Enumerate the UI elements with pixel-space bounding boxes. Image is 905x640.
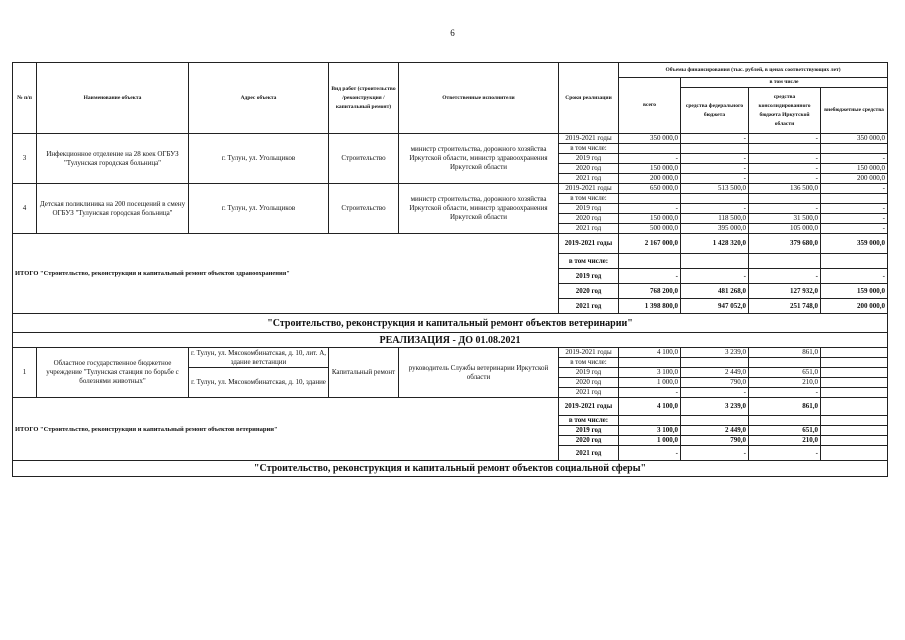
header-federal: средства федерального бюджета	[681, 88, 749, 134]
object-work-type: Капитальный ремонт	[329, 348, 399, 398]
federal-cell: 395 000,0	[681, 224, 749, 234]
section-title-social: "Строительство, реконструкция и капитальный ремонт объектов социальной сферы"	[13, 461, 888, 477]
total-cell: -	[619, 154, 681, 164]
extrabudget-cell	[821, 254, 888, 269]
total-cell: 650 000,0	[619, 184, 681, 194]
period-cell: 2020 год	[559, 164, 619, 174]
extrabudget-cell: 200 000,0	[821, 299, 888, 314]
total-cell: -	[619, 269, 681, 284]
period-cell: 2019 год	[559, 154, 619, 164]
period-cell: 2019 год	[559, 204, 619, 214]
period-cell: 2019 год	[559, 269, 619, 284]
total-cell: 3 100,0	[619, 426, 681, 436]
period-cell: в том числе:	[559, 254, 619, 269]
total-cell: 1 000,0	[619, 436, 681, 446]
regional-cell: 861,0	[749, 348, 821, 358]
regional-cell: 210,0	[749, 378, 821, 388]
total-cell: 4 100,0	[619, 348, 681, 358]
regional-cell: -	[749, 174, 821, 184]
extrabudget-cell	[821, 368, 888, 378]
extrabudget-cell	[821, 398, 888, 416]
federal-cell	[681, 194, 749, 204]
period-cell: 2021 год	[559, 299, 619, 314]
extrabudget-cell: -	[821, 154, 888, 164]
federal-cell	[681, 144, 749, 154]
period-cell: 2021 год	[559, 446, 619, 461]
object-address: г. Тулун, ул. Угольщиков	[189, 134, 329, 184]
header-work-type: Вид работ (строительство /реконструкция /капитальный ремонт)	[329, 63, 399, 134]
realization-deadline: РЕАЛИЗАЦИЯ - ДО 01.08.2021	[13, 333, 888, 348]
extrabudget-cell	[821, 358, 888, 368]
total-cell: 1 398 800,0	[619, 299, 681, 314]
period-cell: 2019 год	[559, 368, 619, 378]
page-number: 6	[450, 28, 455, 38]
total-cell: -	[619, 446, 681, 461]
regional-cell	[749, 254, 821, 269]
period-cell: 2020 год	[559, 436, 619, 446]
period-cell: 2019-2021 годы	[559, 134, 619, 144]
federal-cell: 947 052,0	[681, 299, 749, 314]
federal-cell: 790,0	[681, 378, 749, 388]
total-cell	[619, 416, 681, 426]
total-cell: 3 100,0	[619, 368, 681, 378]
regional-cell: 861,0	[749, 398, 821, 416]
federal-cell	[681, 358, 749, 368]
object-work-type: Строительство	[329, 184, 399, 234]
regional-cell	[749, 416, 821, 426]
total-cell	[619, 358, 681, 368]
regional-cell: 136 500,0	[749, 184, 821, 194]
object-num: 4	[13, 184, 37, 234]
extrabudget-cell	[821, 446, 888, 461]
regional-cell: 105 000,0	[749, 224, 821, 234]
object-address: г. Тулун, ул. Мясокомбинатская, д. 10, лит. А, здание ветстанции	[189, 348, 329, 368]
regional-cell	[749, 144, 821, 154]
period-cell: 2021 год	[559, 388, 619, 398]
regional-cell: -	[749, 154, 821, 164]
extrabudget-cell: 359 000,0	[821, 234, 888, 254]
period-cell: в том числе:	[559, 358, 619, 368]
extrabudget-cell: -	[821, 214, 888, 224]
total-cell: 2 167 000,0	[619, 234, 681, 254]
extrabudget-cell	[821, 436, 888, 446]
extrabudget-cell	[821, 348, 888, 358]
regional-cell: 651,0	[749, 426, 821, 436]
extrabudget-cell: 200 000,0	[821, 174, 888, 184]
header-name: Наименование объекта	[37, 63, 189, 134]
federal-cell: -	[681, 446, 749, 461]
regional-cell: -	[749, 134, 821, 144]
header-extrabudget: внебюджетные средства	[821, 88, 888, 134]
federal-cell	[681, 416, 749, 426]
federal-cell: 118 500,0	[681, 214, 749, 224]
section-row	[13, 333, 888, 348]
extrabudget-cell: -	[821, 269, 888, 284]
period-cell: 2020 год	[559, 284, 619, 299]
header-regional: средства консолидированного бюджета Иркутской области	[749, 88, 821, 134]
header-financing: Объемы финансирования (тыс. рублей, в ценах соответствующих лет)	[619, 63, 888, 78]
header-num: № п/п	[13, 63, 37, 134]
federal-cell: -	[681, 174, 749, 184]
extrabudget-cell: 159 000,0	[821, 284, 888, 299]
regional-cell: -	[749, 204, 821, 214]
extrabudget-cell	[821, 426, 888, 436]
table-row	[13, 134, 888, 144]
federal-cell: 3 239,0	[681, 398, 749, 416]
period-cell: в том числе:	[559, 416, 619, 426]
extrabudget-cell	[821, 194, 888, 204]
total-cell: 200 000,0	[619, 174, 681, 184]
object-responsible: руководитель Службы ветеринарии Иркутской области	[399, 348, 559, 398]
regional-cell	[749, 194, 821, 204]
total-cell: -	[619, 388, 681, 398]
federal-cell: -	[681, 388, 749, 398]
financing-table	[12, 62, 888, 477]
federal-cell: 790,0	[681, 436, 749, 446]
object-responsible: министр строительства, дорожного хозяйства Иркутской области, министр здравоохранения Иркутской области	[399, 134, 559, 184]
regional-cell: 651,0	[749, 368, 821, 378]
federal-cell: -	[681, 134, 749, 144]
regional-cell: 251 748,0	[749, 299, 821, 314]
section-row	[13, 461, 888, 477]
regional-cell: -	[749, 446, 821, 461]
federal-cell: -	[681, 164, 749, 174]
total-cell: 768 200,0	[619, 284, 681, 299]
object-name: Детская поликлиника на 200 посещений в смену ОГБУЗ "Тулунская городская больница"	[37, 184, 189, 234]
regional-cell: -	[749, 164, 821, 174]
header-total: всего	[619, 78, 681, 134]
federal-cell: 3 239,0	[681, 348, 749, 358]
itogo-row	[13, 234, 888, 254]
period-cell: 2019-2021 годы	[559, 398, 619, 416]
total-cell: 150 000,0	[619, 214, 681, 224]
federal-cell: -	[681, 204, 749, 214]
total-cell: 350 000,0	[619, 134, 681, 144]
total-cell: 1 000,0	[619, 378, 681, 388]
object-address: г. Тулун, ул. Мясокомбинатская, д. 10, здание	[189, 368, 329, 398]
total-cell	[619, 144, 681, 154]
section-title-veterinary: "Строительство, реконструкция и капитальный ремонт объектов ветеринарии"	[13, 314, 888, 333]
regional-cell: 379 680,0	[749, 234, 821, 254]
extrabudget-cell	[821, 144, 888, 154]
period-cell: 2019 год	[559, 426, 619, 436]
extrabudget-cell: 350 000,0	[821, 134, 888, 144]
total-cell	[619, 254, 681, 269]
extrabudget-cell: 150 000,0	[821, 164, 888, 174]
federal-cell: 513 500,0	[681, 184, 749, 194]
federal-cell: 1 428 320,0	[681, 234, 749, 254]
object-num: 3	[13, 134, 37, 184]
object-name: Инфекционное отделение на 28 коек ОГБУЗ "Тулунская городская больница"	[37, 134, 189, 184]
period-cell: 2021 год	[559, 224, 619, 234]
header-terms: Сроки реализации	[559, 63, 619, 134]
period-cell: в том числе:	[559, 194, 619, 204]
regional-cell: 210,0	[749, 436, 821, 446]
regional-cell: -	[749, 388, 821, 398]
extrabudget-cell	[821, 378, 888, 388]
object-address: г. Тулун, ул. Угольщиков	[189, 184, 329, 234]
period-cell: 2020 год	[559, 214, 619, 224]
federal-cell: 2 449,0	[681, 368, 749, 378]
regional-cell	[749, 358, 821, 368]
object-num: 1	[13, 348, 37, 398]
period-cell: 2021 год	[559, 174, 619, 184]
federal-cell	[681, 254, 749, 269]
itogo-health-label: ИТОГО "Строительство, реконструкция и капитальный ремонт объектов здравоохранения"	[13, 234, 559, 314]
regional-cell: 31 500,0	[749, 214, 821, 224]
total-cell: 150 000,0	[619, 164, 681, 174]
federal-cell: 481 268,0	[681, 284, 749, 299]
object-name: Областное государственное бюджетное учреждение "Тулунская станция по борьбе с болезнями животных"	[37, 348, 189, 398]
table-row	[13, 348, 888, 358]
table-body	[13, 63, 888, 477]
itogo-vet-label: ИТОГО "Строительство, реконструкция и капитальный ремонт объектов ветеринарии"	[13, 398, 559, 461]
section-row	[13, 314, 888, 333]
object-responsible: министр строительства, дорожного хозяйства Иркутской области, министр здравоохранения Иркутской области	[399, 184, 559, 234]
extrabudget-cell	[821, 388, 888, 398]
period-cell: в том числе:	[559, 144, 619, 154]
federal-cell: 2 449,0	[681, 426, 749, 436]
table-row	[13, 184, 888, 194]
period-cell: 2019-2021 годы	[559, 234, 619, 254]
total-cell	[619, 194, 681, 204]
period-cell: 2019-2021 годы	[559, 184, 619, 194]
regional-cell: -	[749, 269, 821, 284]
extrabudget-cell: -	[821, 204, 888, 214]
header-including: в том числе	[681, 78, 888, 88]
total-cell: 4 100,0	[619, 398, 681, 416]
extrabudget-cell: -	[821, 184, 888, 194]
object-work-type: Строительство	[329, 134, 399, 184]
extrabudget-cell	[821, 416, 888, 426]
period-cell: 2019-2021 годы	[559, 348, 619, 358]
header-row	[13, 63, 888, 78]
extrabudget-cell: -	[821, 224, 888, 234]
regional-cell: 127 932,0	[749, 284, 821, 299]
period-cell: 2020 год	[559, 378, 619, 388]
header-responsible: Ответственные исполнители	[399, 63, 559, 134]
total-cell: 500 000,0	[619, 224, 681, 234]
header-address: Адрес объекта	[189, 63, 329, 134]
federal-cell: -	[681, 269, 749, 284]
itogo-row	[13, 398, 888, 416]
federal-cell: -	[681, 154, 749, 164]
total-cell: -	[619, 204, 681, 214]
